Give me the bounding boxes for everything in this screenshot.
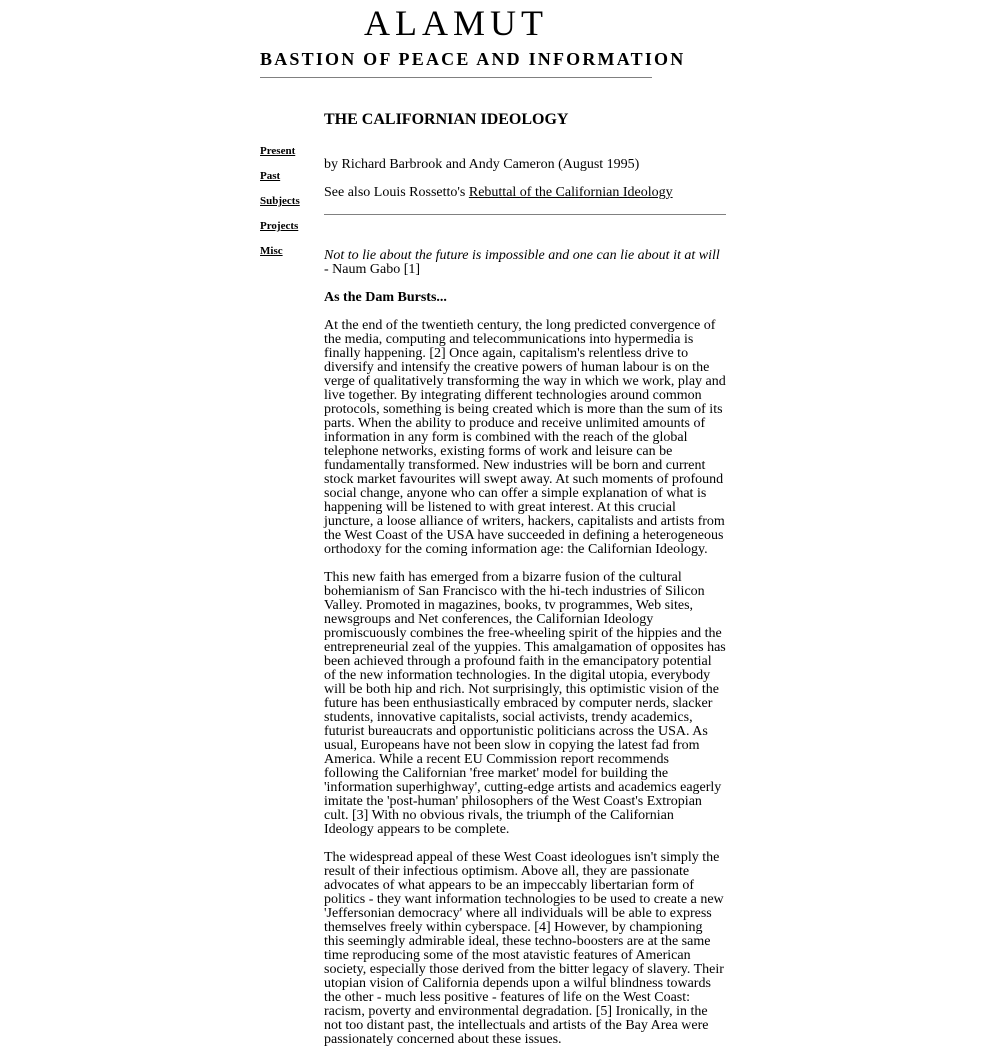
rebuttal-link[interactable]: Rebuttal of the Californian Ideology bbox=[468, 185, 673, 200]
see-also-prefix: See also Louis Rossetto's bbox=[324, 185, 469, 200]
nav-link-misc[interactable]: Misc bbox=[260, 245, 283, 257]
article-byline: by Richard Barbrook and Andy Cameron (August 1995) bbox=[324, 157, 640, 172]
paragraph-1: At the end of the twentieth century, the long predicted convergence of the media, computing and telecommunications into hypermedia is finally happening. [2] Once again, capitalism's relentless drive to diversify and intensify the creative powers of human labour is on the verge of qualitatively transforming the way in which we work, play and live together. By integrating different technologies around common protocols, something is being created which is more than the sum of its parts. When the ability to produce and receive unlimited amounts of information in any form is combined with the reach of the global telephone networks, existing forms of work and leisure can be fundamentally transformed. New industries will be born and current stock market favourites will swept away. At such moments of profound social change, anyone who can offer a simple explanation of what is happening will be listened to with great interest. At this crucial juncture, a loose alliance of writers, hackers, capitalists and artists from the West Coast of the USA have succeeded in defining a heterogeneous orthodoxy for the coming information age: the Californian Ideology. bbox=[324, 318, 726, 557]
nav-link-past[interactable]: Past bbox=[260, 170, 281, 182]
masthead-divider bbox=[260, 77, 652, 78]
article-title: THE CALIFORNIAN IDEOLOGY bbox=[324, 111, 569, 128]
section-heading: As the Dam Bursts... bbox=[324, 290, 447, 305]
nav-link-present[interactable]: Present bbox=[260, 145, 296, 157]
site-logo-subtitle: BASTION OF PEACE AND INFORMATION bbox=[260, 49, 686, 69]
sidebar-nav bbox=[260, 144, 320, 269]
nav-link-projects[interactable]: Projects bbox=[260, 220, 299, 232]
masthead bbox=[260, 0, 686, 78]
epigraph-quote: Not to lie about the future is impossible and one can lie about it at will bbox=[324, 248, 720, 263]
paragraph-3: The widespread appeal of these West Coast ideologues isn't simply the result of their infectious optimism. Above all, they are passionate advocates of what appears to be an impeccably libertarian form of politics - they want information technologies to be used to create a new 'Jeffersonian democracy' where all individuals will be able to express themselves freely within cyberspace. [4] However, by championing this seemingly admirable ideal, these techno-boosters are at the same time reproducing some of the most atavistic features of American society, especially those derived from the bitter legacy of slavery. Their utopian vision of California depends upon a wilful blindness towards the other - much less positive - features of life on the West Coast: racism, poverty and environmental degradation. [5] Ironically, in the not too distant past, the intellectuals and artists of the Bay Area were passionately concerned about these issues. bbox=[324, 850, 724, 1047]
article-divider bbox=[324, 214, 726, 215]
see-also-line bbox=[324, 186, 726, 200]
epigraph-attribution: - Naum Gabo [1] bbox=[324, 262, 421, 277]
article-content bbox=[324, 110, 726, 1061]
site-logo-title: ALAMUT bbox=[364, 3, 548, 43]
paragraph-2: This new faith has emerged from a bizarre fusion of the cultural bohemianism of San Francisco with the hi-tech industries of Silicon Valley. Promoted in magazines, books, tv programmes, Web sites, newsgroups and Net conferences, the Californian Ideology promiscuously combines the free-wheeling spirit of the hippies and the entrepreneurial zeal of the yuppies. This amalgamation of opposites has been achieved through a profound faith in the emancipatory potential of the new information technologies. In the digital utopia, everybody will be both hip and rich. Not surprisingly, this optimistic vision of the future has been enthusiastically embraced by computer nerds, slacker students, innovative capitalists, social activists, trendy academics, futurist bureaucrats and opportunistic politicians across the USA. As usual, Europeans have not been slow in copying the latest fad from America. While a recent EU Commission report recommends following the Californian 'free market' model for building the 'information superhighway', cutting-edge artists and academics eagerly imitate the 'post-human' philosophers of the West Coast's Extropian cult. [3] With no obvious rivals, the triumph of the Californian Ideology appears to be complete. bbox=[324, 570, 726, 837]
epigraph bbox=[324, 249, 726, 277]
nav-link-subjects[interactable]: Subjects bbox=[260, 195, 300, 207]
